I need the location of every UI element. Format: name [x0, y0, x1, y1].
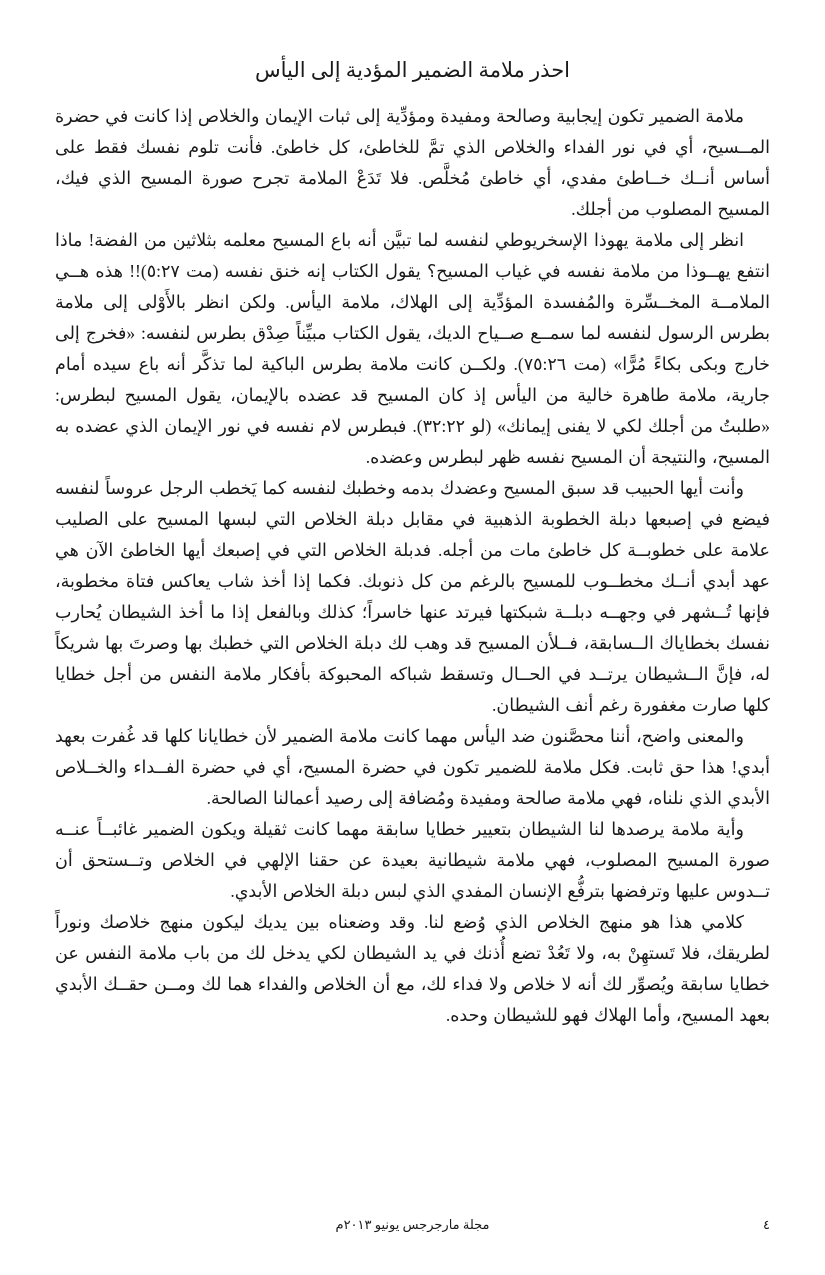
page-footer	[55, 1217, 770, 1237]
body-paragraph: وأنت أيها الحبيب قد سبق المسيح وعضدك بدمه وخطبك لنفسه كما يَخطب الرجل عروساً لنفسه فيضع في إصبعها دبلة الخطوبة الذهبية في مقابل دبلة الخلاص التي لبسها المسيح على الصليب علامة على خطوبــة كل خاطئ مات من أجله. فدبلة الخلاص التي في إصبعك أيها الخاطئ الآن هي عهد أبدي أنــك مخطــوب للمسيح بالرغم من كل ذنوبك. فكما إذا أخذ شاب يعاكس فتاة مخطوبة، فإنها تُــشهر في وجهــه دبلــة شبكتها فيرتد عنها خاسراً؛ كذلك وبالفعل إذا ما أخذ الشيطان يُحارب نفسك بخطاياك الــسابقة، فــلأن المسيح قد وهب لك دبلة الخلاص التي خطبك بها وصرتَ بها شريكاً له، فإنَّ الــشيطان يرتــد في الحــال وتسقط شباكه المحبوكة بأفكار ملامة النفس من أجل خطايا كلها صارت مغفورة رغم أنف الشيطان.	[55, 478, 770, 715]
document-body	[55, 101, 770, 1031]
body-paragraph: ملامة الضمير تكون إيجابية وصالحة ومفيدة ومؤدِّية إلى ثبات الإيمان والخلاص إذا كانت في حضرة المــسيح، أي في نور الفداء والخلاص الذي تمَّ للخاطئ، كل خاطئ. فأنت تلوم نفسك فقط على أساس أنــك خــاطئ مفدي، أي خاطئ مُخلَّص. فلا تَدَعْ الملامة تجرح صورة المسيح الذي فيك، المسيح المصلوب من أجلك.	[55, 106, 770, 219]
page-title: احذر ملامة الضمير المؤدية إلى اليأس	[254, 58, 571, 82]
footer-journal-label: مجلة مارجرجس يونيو ٢٠١٣م	[335, 1217, 490, 1232]
body-paragraph: انظر إلى ملامة يهوذا الإسخريوطي لنفسه لما تبيَّن أنه باع المسيح معلمه بثلاثين من الفضة! ماذا انتفع يهــوذا من ملامة نفسه في غياب المسيح؟ يقول الكتاب إنه خنق نفسه (مت ٥:٢٧)!! هذه هــي الملامــة المخــسِّرة والمُفسدة المؤدِّية إلى الهلاك، ملامة اليأس. ولكن انظر بالأَوْلى إلى ملامة بطرس الرسول لنفسه لما سمــع صــياح الديك، يقول الكتاب مبيِّناً صِدْق بطرس لنفسه: «فخرج إلى خارج وبكى بكاءً مُرًّا» (مت ٧٥:٢٦). ولكــن كانت ملامة بطرس الباكية لما تذكَّر أنه باع سيده أمام جارية، ملامة طاهرة خالية من اليأس إذ كان المسيح قد عضده بالإيمان، يقول المسيح لبطرس: «طلبتُ من أجلك لكي لا يفنى إيمانك» (لو ٣٢:٢٢). فبطرس لام نفسه في نور الإيمان الذي عضده به المسيح، والنتيجة أن المسيح نفسه ظهر لبطرس وعضده.	[55, 230, 770, 467]
body-paragraph: وأية ملامة يرصدها لنا الشيطان بتعيير خطايا سابقة مهما كانت ثقيلة ويكون الضمير غائبــاً عنــه صورة المسيح المصلوب، فهي ملامة شيطانية بعيدة عن حقنا الإلهي في الخلاص وتــستحق أن تــدوس عليها وترفضها بترفُّع الإنسان المفدي الذي لبس دبلة الخلاص الأبدي.	[55, 819, 770, 901]
body-paragraph: كلامي هذا هو منهج الخلاص الذي وُضع لنا. وقد وضعناه بين يديك ليكون منهج خلاصك ونوراً لطريقك، فلا تَستهِنْ به، ولا تَعُدْ تضع أُذنك في يد الشيطان لكي يدخل لك من باب ملامة النفس عن خطايا سابقة ويُصوِّر لك أنه لا خلاص ولا فداء لك، مع أن الخلاص والفداء هما لك ومــن حقــك الأبدي بعهد المسيح، وأما الهلاك فهو للشيطان وحده.	[55, 912, 770, 1025]
body-paragraph: والمعنى واضح، أننا محصَّنون ضد اليأس مهما كانت ملامة الضمير لأن خطايانا كلها قد غُفرت بعهد أبدي! هذا حق ثابت. فكل ملامة للضمير تكون في حضرة المسيح، أي في حضرة الفــداء والخــلاص الأبدي الذي نلناه، فهي ملامة صالحة ومفيدة ومُضافة إلى رصيد أعمالنا الصالحة.	[55, 726, 770, 808]
page-number: ٤	[763, 1217, 770, 1232]
